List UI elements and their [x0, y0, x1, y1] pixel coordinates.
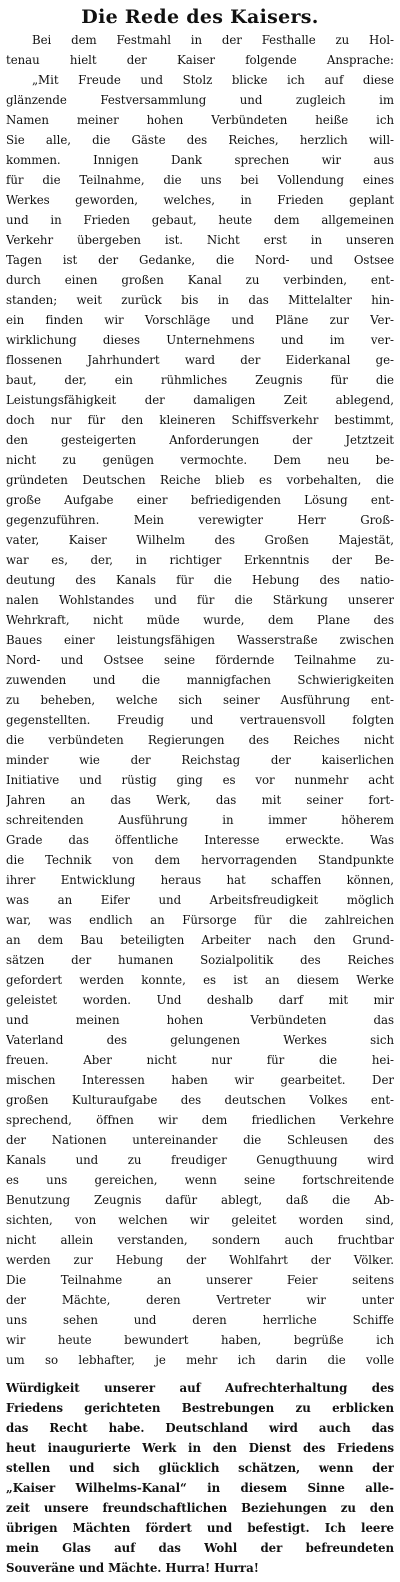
article-text-line: den gesteigerten Anforderungen der Jetztzeit	[6, 433, 394, 447]
article-text-line: Sie alle, die Gäste des Reiches, herzlich will-	[6, 133, 394, 147]
article-text-line: Bei dem Festmahl in der Festhalle zu Hol-	[32, 33, 394, 47]
article-text-line: heut inaugurierte Werk in den Dienst des Friedens	[6, 1441, 394, 1455]
article-text-line: großen Kulturaufgabe des deutschen Volkes ent-	[6, 1093, 394, 1107]
paragraph-gap	[6, 1370, 394, 1378]
article-text-line: werden zur Hebung der Wohlfahrt der Völker.	[6, 1253, 394, 1267]
article-text-line: nicht allein verstanden, sondern auch fruchtbar	[6, 1233, 394, 1247]
article-text-line: was an Eifer und Arbeitsfreudigkeit möglich	[6, 893, 394, 907]
article-text-line: und in Frieden gebaut, heute dem allgemeinen	[6, 213, 394, 227]
article-text-line: freuen. Aber nicht nur für die hei-	[6, 1053, 394, 1067]
article-headline: Die Rede des Kaisers.	[81, 6, 319, 28]
article-text-line: glänzende Festversammlung und zugleich im	[6, 93, 394, 107]
article-text-line: nalen Wohlstandes und für die Stärkung unserer	[6, 593, 394, 607]
article-text-line: wir heute bewundert haben, begrüße ich	[6, 1333, 394, 1347]
article-text-line: Vaterland des gelungenen Werkes sich	[6, 1033, 394, 1047]
article-text-line: baut, der, ein rühmliches Zeugnis für die	[6, 373, 394, 387]
article-text-line: deutung des Kanals für die Hebung des natio-	[6, 573, 394, 587]
article-text-line: große Aufgabe einer befriedigenden Lösung ent-	[6, 493, 394, 507]
article-text-line: durch einen großen Kanal zu verbinden, ent-	[6, 273, 394, 287]
article-text-line: Kanals und zu freudiger Genugthuung wird	[6, 1153, 394, 1167]
article-text-line: tenau hielt der Kaiser folgende Ansprache:	[6, 53, 394, 67]
article-text-line: Wehrkraft, nicht müde wurde, dem Plane des	[6, 613, 394, 627]
article-text-line: um so lebhafter, je mehr ich darin die volle	[6, 1353, 394, 1367]
article-text-line: standen; weit zurück bis in das Mittelalter hin-	[6, 293, 394, 307]
article-body	[6, 30, 394, 1578]
article-text-line: zuwenden und die mannigfachen Schwierigkeiten	[6, 673, 394, 687]
article-text-line: Verkehr übergeben ist. Nicht erst in unseren	[6, 233, 394, 247]
article-text-line: war es, der, in richtiger Erkenntnis der Be-	[6, 553, 394, 567]
article-text-line: flossenen Jahrhundert ward der Eiderkanal ge-	[6, 353, 394, 367]
article-text-line: wirklichung dieses Unternehmens und im ver-	[6, 333, 394, 347]
article-text-line: mein Glas auf das Wohl der befreundeten	[6, 1541, 394, 1555]
article-text-line: übrigen Mächten fördert und befestigt. Ich leere	[6, 1521, 394, 1535]
article-text-line: gründeten Deutschen Reiche blieb es vorbehalten, die	[6, 473, 394, 487]
article-text-line: sätzen der humanen Sozialpolitik des Reiches	[6, 953, 394, 967]
article-text-line: sprechend, öffnen wir dem friedlichen Verkehre	[6, 1113, 394, 1127]
article-text-line: Werkes geworden, welches, in Frieden geplant	[6, 193, 394, 207]
article-text-line: war, was endlich an Fürsorge für die zahlreichen	[6, 913, 394, 927]
article-text-line: Namen meiner hohen Verbündeten heiße ich	[6, 113, 394, 127]
article-text-line: Nord- und Ostsee seine fördernde Teilnahme zu-	[6, 653, 394, 667]
article-text-line: ein finden wir Vorschläge und Pläne zur Ver-	[6, 313, 394, 327]
article-text-line: zu beheben, welche sich seiner Ausführung ent-	[6, 693, 394, 707]
article-text-line: für die Teilnahme, die uns bei Vollendung eines	[6, 173, 394, 187]
article-text-line: mischen Interessen haben wir gearbeitet. Der	[6, 1073, 394, 1087]
article-text-line: gefordert werden konnte, es ist an diesem Werke	[6, 973, 394, 987]
article-text-line: das Recht habe. Deutschland wird auch das	[6, 1421, 394, 1435]
article-text-line: sichten, von welchen wir geleitet worden sind,	[6, 1213, 394, 1227]
article-text-line: ihrer Entwicklung heraus hat schaffen können,	[6, 873, 394, 887]
article-text-line: „Kaiser Wilhelms-Kanal“ in diesem Sinne alle-	[6, 1481, 394, 1495]
article-text-line: Friedens gerichteten Bestrebungen zu erblicken	[6, 1401, 394, 1415]
article-text-line: Baues einer leistungsfähigen Wasserstraße zwischen	[6, 633, 394, 647]
article-text-line: geleistet worden. Und deshalb darf mit mir	[6, 993, 394, 1007]
article-text-line: es uns gereichen, wenn seine fortschreitende	[6, 1173, 394, 1187]
article-text-line: die Technik von dem hervorragenden Standpunkte	[6, 853, 394, 867]
article-text-line: Jahren an das Werk, das mit seiner fort-	[6, 793, 394, 807]
article-text-line: Tagen ist der Gedanke, die Nord- und Ostsee	[6, 253, 394, 267]
article-text-line: zeit unsere freundschaftlichen Beziehungen zu den	[6, 1501, 394, 1515]
article-text-line: gegenstellten. Freudig und vertrauensvoll folgten	[6, 713, 394, 727]
article-text-line: und meinen hohen Verbündeten das	[6, 1013, 394, 1027]
article-text-line: die verbündeten Regierungen des Reiches nicht	[6, 733, 394, 747]
article-text-line: vater, Kaiser Wilhelm des Großen Majestät,	[6, 533, 394, 547]
article-text-line: Grade das öffentliche Interesse erweckte. Was	[6, 833, 394, 847]
article-text-line: uns sehen und deren herrliche Schiffe	[6, 1313, 394, 1327]
article-text-line: Initiative und rüstig ging es vor nunmehr acht	[6, 773, 394, 787]
article-text-line: minder wie der Reichstag der kaiserlichen	[6, 753, 394, 767]
article-text-line: Die Teilnahme an unserer Feier seitens	[6, 1273, 394, 1287]
article-text-line: stellen und sich glücklich schätzen, wenn der	[6, 1461, 394, 1475]
article-text-line: gegenzuführen. Mein verewigter Herr Groß-	[6, 513, 394, 527]
article-text-line: Souveräne und Mächte. Hurra! Hurra!	[6, 1561, 259, 1575]
article-text-line: der Nationen untereinander die Schleusen des	[6, 1133, 394, 1147]
article-text-line: „Mit Freude und Stolz blicke ich auf diese	[32, 73, 394, 87]
article-text-line: schreitenden Ausführung in immer höherem	[6, 813, 394, 827]
article-text-line: an dem Bau beteiligten Arbeiter nach den Grund-	[6, 933, 394, 947]
article-text-line: Benutzung Zeugnis dafür ablegt, daß die Ab-	[6, 1193, 394, 1207]
article-text-line: doch nur für den kleineren Schiffsverkehr bestimmt,	[6, 413, 394, 427]
article-text-line: kommen. Innigen Dank sprechen wir aus	[6, 153, 394, 167]
article-text-line: nicht zu genügen vermochte. Dem neu be-	[6, 453, 394, 467]
article-text-line: Würdigkeit unserer auf Aufrechterhaltung des	[6, 1381, 394, 1395]
article-text-line: Leistungsfähigkeit der damaligen Zeit ablegend,	[6, 393, 394, 407]
article-text-line: der Mächte, deren Vertreter wir unter	[6, 1293, 394, 1307]
